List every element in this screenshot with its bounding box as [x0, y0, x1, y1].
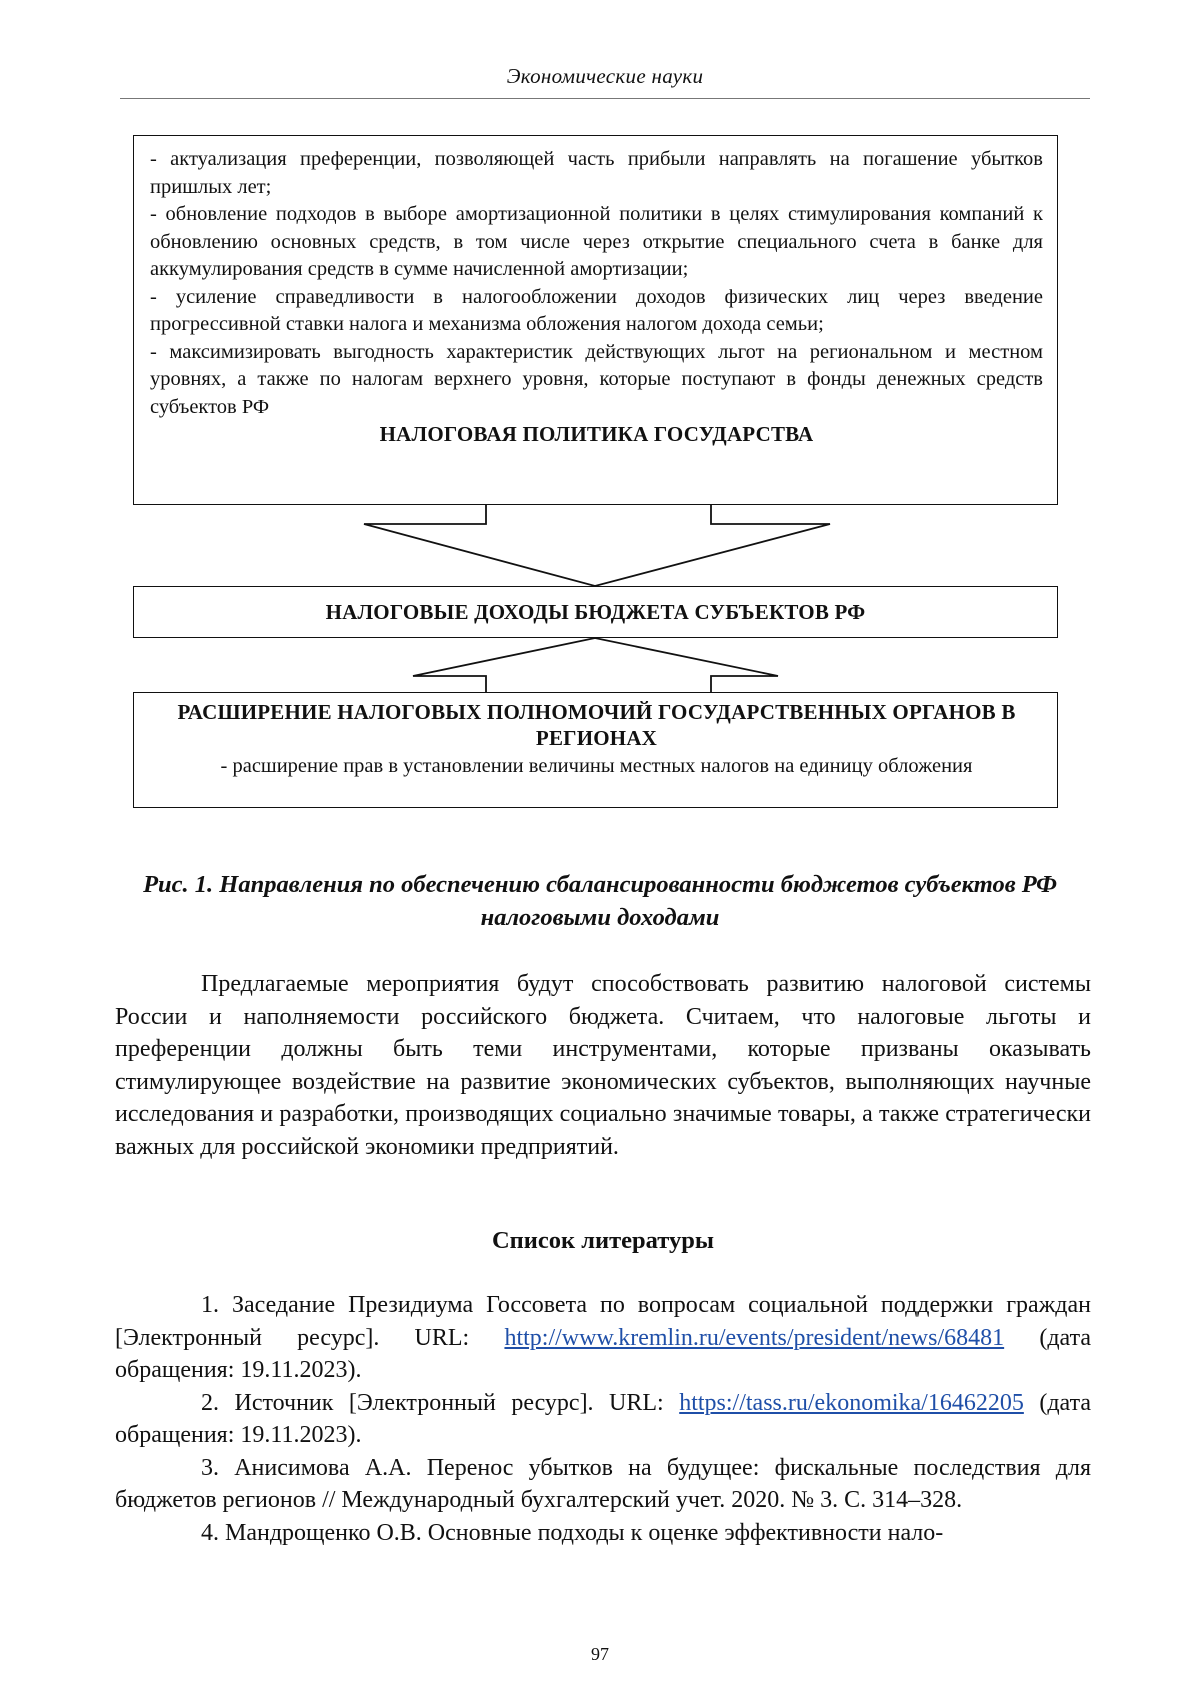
- tax-policy-item: - актуализация преференции, позволяющей часть прибыли направлять на погашение убытков пришлых лет;: [150, 148, 1043, 198]
- reference-item: [115, 1387, 1091, 1452]
- reference-text: 1. Заседание Президиума Госсовета по вопросам социальной поддержки граждан [Электронный ресурс]. URL:: [115, 1292, 1091, 1351]
- tax-policy-item: - усиление справедливости в налогообложении доходов физических лиц через введение прогрессивной ставки налога и механизма обложения налогом дохода семьи;: [150, 285, 1043, 335]
- references-heading: Список литературы: [491, 1227, 715, 1254]
- reference-text: 4. Мандрощенко О.В. Основные подходы к оценке эффективности нало-: [201, 1519, 944, 1546]
- tax-policy-item: - максимизировать выгодность характеристик действующих льгот на региональном и местном уровнях, а также по налогам верхнего уровня, которые поступают в фонды денежных средств субъектов РФ: [150, 340, 1043, 418]
- reference-item: [115, 1452, 1091, 1517]
- reference-text: 3. Анисимова А.А. Перенос убытков на будущее: фискальные последствия для бюджетов регионов // Международный бухгалтерский учет. 2020. № 3. С. 314–328.: [115, 1454, 1091, 1513]
- tax-policy-title: НАЛОГОВАЯ ПОЛИТИКА ГОСУДАРСТВА: [379, 422, 814, 446]
- tax-revenue-box: [133, 586, 1058, 638]
- reference-link[interactable]: https://tass.ru/ekonomika/16462205: [679, 1389, 1024, 1416]
- tax-powers-box: [133, 692, 1058, 808]
- tax-powers-title: РАСШИРЕНИЕ НАЛОГОВЫХ ПОЛНОМОЧИЙ ГОСУДАРСТВЕННЫХ ОРГАНОВ В РЕГИОНАХ: [177, 700, 1016, 750]
- figure-caption: Рис. 1. Направления по обеспечению сбалансированности бюджетов субъектов РФ налоговыми доходами: [143, 871, 1057, 931]
- arrow-top-to-middle: [364, 505, 830, 586]
- tax-policy-item: - обновление подходов в выборе амортизационной политики в целях стимулирования компаний к обновлению основных средств, в том числе через открытие специального счета в банке для аккумулирования средств в сумме начисленной амортизации;: [150, 203, 1043, 280]
- reference-item: [115, 1517, 1091, 1550]
- tax-powers-item: - расширение прав в установлении величины местных налогов на единицу обложения: [220, 755, 973, 777]
- page-number: 97: [591, 1644, 609, 1664]
- body-paragraph: Предлагаемые мероприятия будут способствовать развитию налоговой системы России и наполняемости российского бюджета. Считаем, что налоговые льготы и преференции должны быть теми инструментами, которые призваны оказывать стимулирующее воздействие на развитие экономических субъектов, выполняющих научные исследования и разработки, производящих социально значимые товары, а также стратегически важных для российской экономики предприятий.: [115, 971, 1091, 1160]
- reference-suffix: (дата обращения: 19.11.2023).: [115, 1389, 1092, 1448]
- running-head: Экономические науки: [506, 64, 704, 88]
- reference-link[interactable]: http://www.kremlin.ru/events/president/news/68481: [504, 1324, 1005, 1351]
- reference-text: 2. Источник [Электронный ресурс]. URL:: [201, 1389, 680, 1416]
- arrow-middle-to-bottom: [413, 638, 778, 692]
- reference-suffix: (дата обращения: 19.11.2023).: [115, 1324, 1092, 1383]
- reference-item: [115, 1289, 1091, 1387]
- tax-revenue-title: НАЛОГОВЫЕ ДОХОДЫ БЮДЖЕТА СУБЪЕКТОВ РФ: [325, 600, 866, 624]
- references-list: [115, 1289, 1091, 1549]
